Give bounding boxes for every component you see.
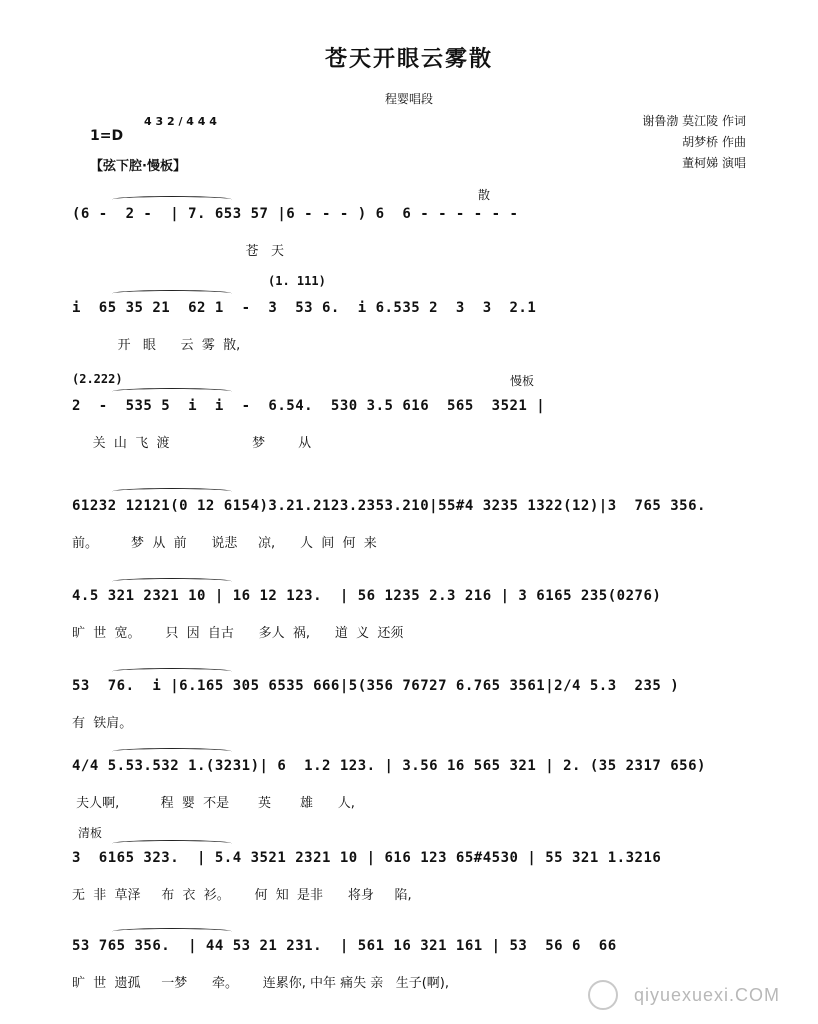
- score-row: [72, 372, 754, 458]
- score-row: [72, 568, 754, 648]
- notation-line: 4/4 5.53.532 1.(3231)| 6 1.2 123. | 3.56 16 565 321 | 2. (35 2317 656): [72, 758, 706, 774]
- notation-line: 2 - 535 5 i i - 6.54. 530 3.5 616 565 3521 |: [72, 398, 546, 414]
- lyric-line: 前。 梦 从 前 说悲 凉, 人 间 何 来: [72, 536, 377, 551]
- score-row: [72, 826, 754, 910]
- notation-line: (6 - 2 - | 7. 653 57 |6 - - - ) 6 6 - - - - - -: [72, 206, 519, 222]
- tempo-marker: 慢板: [510, 374, 535, 388]
- tempo-marker: 清板: [78, 826, 103, 840]
- score-row: [72, 186, 754, 266]
- slur-mark: [112, 488, 232, 495]
- lyric-line: 夫人啊, 程 婴 不是 英 雄 人,: [72, 796, 355, 811]
- notation-line: 4.5 321 2321 10 | 16 12 123. | 56 1235 2.3 216 | 3 6165 235(0276): [72, 588, 662, 604]
- song-title: 苍天开眼云雾散: [324, 47, 493, 72]
- slur-mark: [112, 290, 232, 297]
- slur-mark: [112, 748, 232, 755]
- slur-mark: [112, 578, 232, 585]
- slur-mark: [112, 388, 232, 395]
- lyric-line: 关 山 飞 渡 梦 从: [72, 436, 312, 451]
- lyric-line: 旷 世 宽。 只 因 自古 多人 祸, 道 义 还须: [72, 626, 404, 641]
- watermark-logo-icon: [588, 980, 618, 1010]
- notation-line: 53 765 356. | 44 53 21 231. | 561 16 321 161 | 53 56 6 66: [72, 938, 617, 954]
- notation-line: 61232 12121(0 12 6154)3.21.2123.2353.210|55#4 3235 1322(12)|3 765 356.: [72, 498, 706, 514]
- score-row: [72, 738, 754, 818]
- slur-mark: [112, 928, 232, 935]
- composer-credit: 胡梦桥 作曲: [682, 135, 746, 149]
- slur-mark: [112, 668, 232, 675]
- score-row: [72, 658, 754, 738]
- notation-line: 3 6165 323. | 5.4 3521 2321 10 | 616 123 65#4530 | 55 321 1.3216: [72, 850, 662, 866]
- time-signature: 4 3 2 / 4 4 4: [144, 115, 217, 128]
- key-signature: 1=D: [90, 128, 124, 144]
- tempo-style: 【弦下腔·慢板】: [90, 159, 186, 174]
- notation-line: 53 76. i |6.165 305 6535 666|5(356 76727 6.765 3561|2/4 5.3 235 ): [72, 678, 680, 694]
- lyricist-credit: 谢鲁渤 莫江陵 作词: [642, 114, 746, 128]
- lyric-line: 有 铁肩。: [72, 716, 133, 731]
- lyric-line: 无 非 草泽 布 衣 衫。 何 知 是非 将身 陷,: [72, 888, 412, 903]
- tempo-marker: 散: [478, 188, 491, 202]
- song-subtitle: 程婴唱段: [384, 92, 433, 106]
- score-row: [72, 274, 754, 360]
- ornament-notes: (1. 111): [268, 274, 326, 288]
- ornament-notes: (2.222): [72, 372, 123, 386]
- notation-line: i 65 35 21 62 1 - 3 53 6. i 6.535 2 3 3 2.1: [72, 300, 537, 316]
- singer-credit: 董柯娣 演唱: [682, 156, 746, 170]
- lyric-line: 旷 世 遗孤 一梦 牵。 连累你, 中年 痛失 亲 生子(啊),: [72, 976, 449, 991]
- score-row: [72, 478, 754, 558]
- slur-mark: [112, 196, 232, 203]
- lyric-line: 开 眼 云 雾 散,: [72, 338, 241, 353]
- slur-mark: [112, 840, 232, 847]
- watermark: qiyuexuexi.COM: [633, 985, 780, 1005]
- lyric-line: 苍 天: [72, 244, 284, 259]
